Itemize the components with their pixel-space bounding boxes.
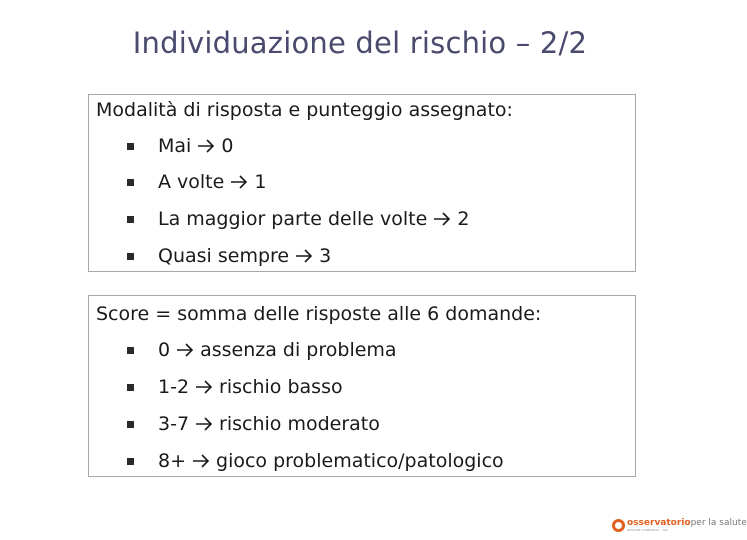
item-value: gioco problematico/patologico xyxy=(216,450,504,472)
square-bullet-icon xyxy=(127,421,134,428)
arrow-right-icon xyxy=(433,212,451,226)
list-item xyxy=(127,171,266,193)
item-value: 1 xyxy=(254,171,267,193)
list-item xyxy=(127,450,504,472)
arrow-right-icon xyxy=(195,417,213,431)
list-item xyxy=(127,376,343,398)
arrow-right-icon xyxy=(176,343,194,357)
item-label: Mai xyxy=(158,135,192,157)
item-value: 0 xyxy=(221,135,234,157)
score-box xyxy=(88,295,636,477)
square-bullet-icon xyxy=(127,143,134,150)
item-label: 1-2 xyxy=(158,376,190,398)
arrow-right-icon xyxy=(195,380,213,394)
item-value: 3 xyxy=(319,245,332,267)
square-bullet-icon xyxy=(127,458,134,465)
item-label: Quasi sempre xyxy=(158,245,290,267)
square-bullet-icon xyxy=(127,384,134,391)
list-item xyxy=(127,135,233,157)
list-item xyxy=(127,245,331,267)
score-heading: Score = somma delle risposte alle 6 domande: xyxy=(96,303,542,325)
response-scoring-box xyxy=(88,94,636,272)
item-value: rischio basso xyxy=(219,376,343,398)
list-item xyxy=(127,413,380,435)
logo-subtitle: REGIONE LOMBARDIA · ASL xyxy=(627,528,669,532)
arrow-right-icon xyxy=(192,454,210,468)
list-item xyxy=(127,208,469,230)
response-scoring-heading: Modalità di risposta e punteggio assegnato: xyxy=(96,99,513,121)
item-value: assenza di problema xyxy=(200,339,397,361)
item-value: rischio moderato xyxy=(219,413,380,435)
arrow-right-icon xyxy=(230,175,248,189)
square-bullet-icon xyxy=(127,179,134,186)
logo-wordmark: osservatorioper la salute xyxy=(627,518,747,528)
item-label: A volte xyxy=(158,171,225,193)
item-label: 0 xyxy=(158,339,171,361)
list-item xyxy=(127,339,397,361)
osservatorio-logo xyxy=(612,514,747,536)
arrow-right-icon xyxy=(197,139,215,153)
item-label: 3-7 xyxy=(158,413,190,435)
item-value: 2 xyxy=(457,208,470,230)
item-label: La maggior parte delle volte xyxy=(158,208,428,230)
arrow-right-icon xyxy=(295,249,313,263)
square-bullet-icon xyxy=(127,253,134,260)
item-label: 8+ xyxy=(158,450,187,472)
slide-title: Individuazione del rischio – 2/2 xyxy=(132,26,588,60)
square-bullet-icon xyxy=(127,347,134,354)
square-bullet-icon xyxy=(127,216,134,223)
logo-ring-icon xyxy=(612,519,625,532)
